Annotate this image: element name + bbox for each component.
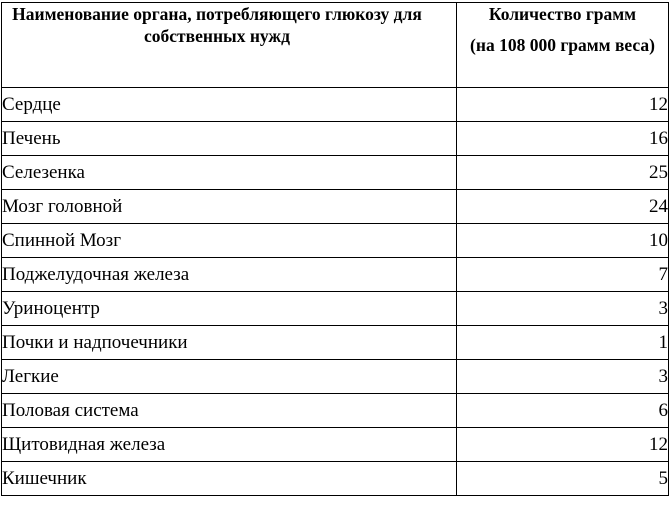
table-row bbox=[2, 326, 669, 360]
organ-cell: Легкие bbox=[2, 360, 457, 394]
grams-cell: 12 bbox=[457, 428, 669, 462]
grams-cell: 3 bbox=[457, 292, 669, 326]
grams-cell: 10 bbox=[457, 224, 669, 258]
grams-cell: 3 bbox=[457, 360, 669, 394]
glucose-consumption-table bbox=[1, 2, 669, 496]
table-row bbox=[2, 224, 669, 258]
organ-cell: Мозг головной bbox=[2, 190, 457, 224]
organ-cell: Сердце bbox=[2, 88, 457, 122]
grams-cell: 5 bbox=[457, 462, 669, 496]
organ-cell: Кишечник bbox=[2, 462, 457, 496]
header-grams-line2: (на 108 000 грамм веса) bbox=[470, 35, 655, 55]
table-row bbox=[2, 190, 669, 224]
table-row bbox=[2, 258, 669, 292]
organ-cell: Половая система bbox=[2, 394, 457, 428]
header-grams-line1: Количество грамм bbox=[488, 4, 637, 24]
grams-cell: 1 bbox=[457, 326, 669, 360]
table-row bbox=[2, 428, 669, 462]
table-row bbox=[2, 292, 669, 326]
grams-cell: 16 bbox=[457, 122, 669, 156]
table-row bbox=[2, 122, 669, 156]
grams-cell: 12 bbox=[457, 88, 669, 122]
grams-cell: 25 bbox=[457, 156, 669, 190]
header-grams bbox=[457, 3, 669, 88]
header-organ-name bbox=[2, 3, 457, 88]
grams-cell: 7 bbox=[457, 258, 669, 292]
table-row bbox=[2, 88, 669, 122]
table-row bbox=[2, 394, 669, 428]
organ-cell: Почки и надпочечники bbox=[2, 326, 457, 360]
organ-cell: Селезенка bbox=[2, 156, 457, 190]
organ-cell: Щитовидная железа bbox=[2, 428, 457, 462]
organ-cell: Спинной Мозг bbox=[2, 224, 457, 258]
table-header-row bbox=[2, 3, 669, 88]
header-organ-name-text: Наименование органа, потребляющего глюкозу для собственных нужд bbox=[12, 4, 422, 46]
table-row bbox=[2, 156, 669, 190]
table-row bbox=[2, 360, 669, 394]
grams-cell: 6 bbox=[457, 394, 669, 428]
organ-cell: Печень bbox=[2, 122, 457, 156]
organ-cell: Уриноцентр bbox=[2, 292, 457, 326]
organ-cell: Поджелудочная железа bbox=[2, 258, 457, 292]
grams-cell: 24 bbox=[457, 190, 669, 224]
table-row bbox=[2, 462, 669, 496]
